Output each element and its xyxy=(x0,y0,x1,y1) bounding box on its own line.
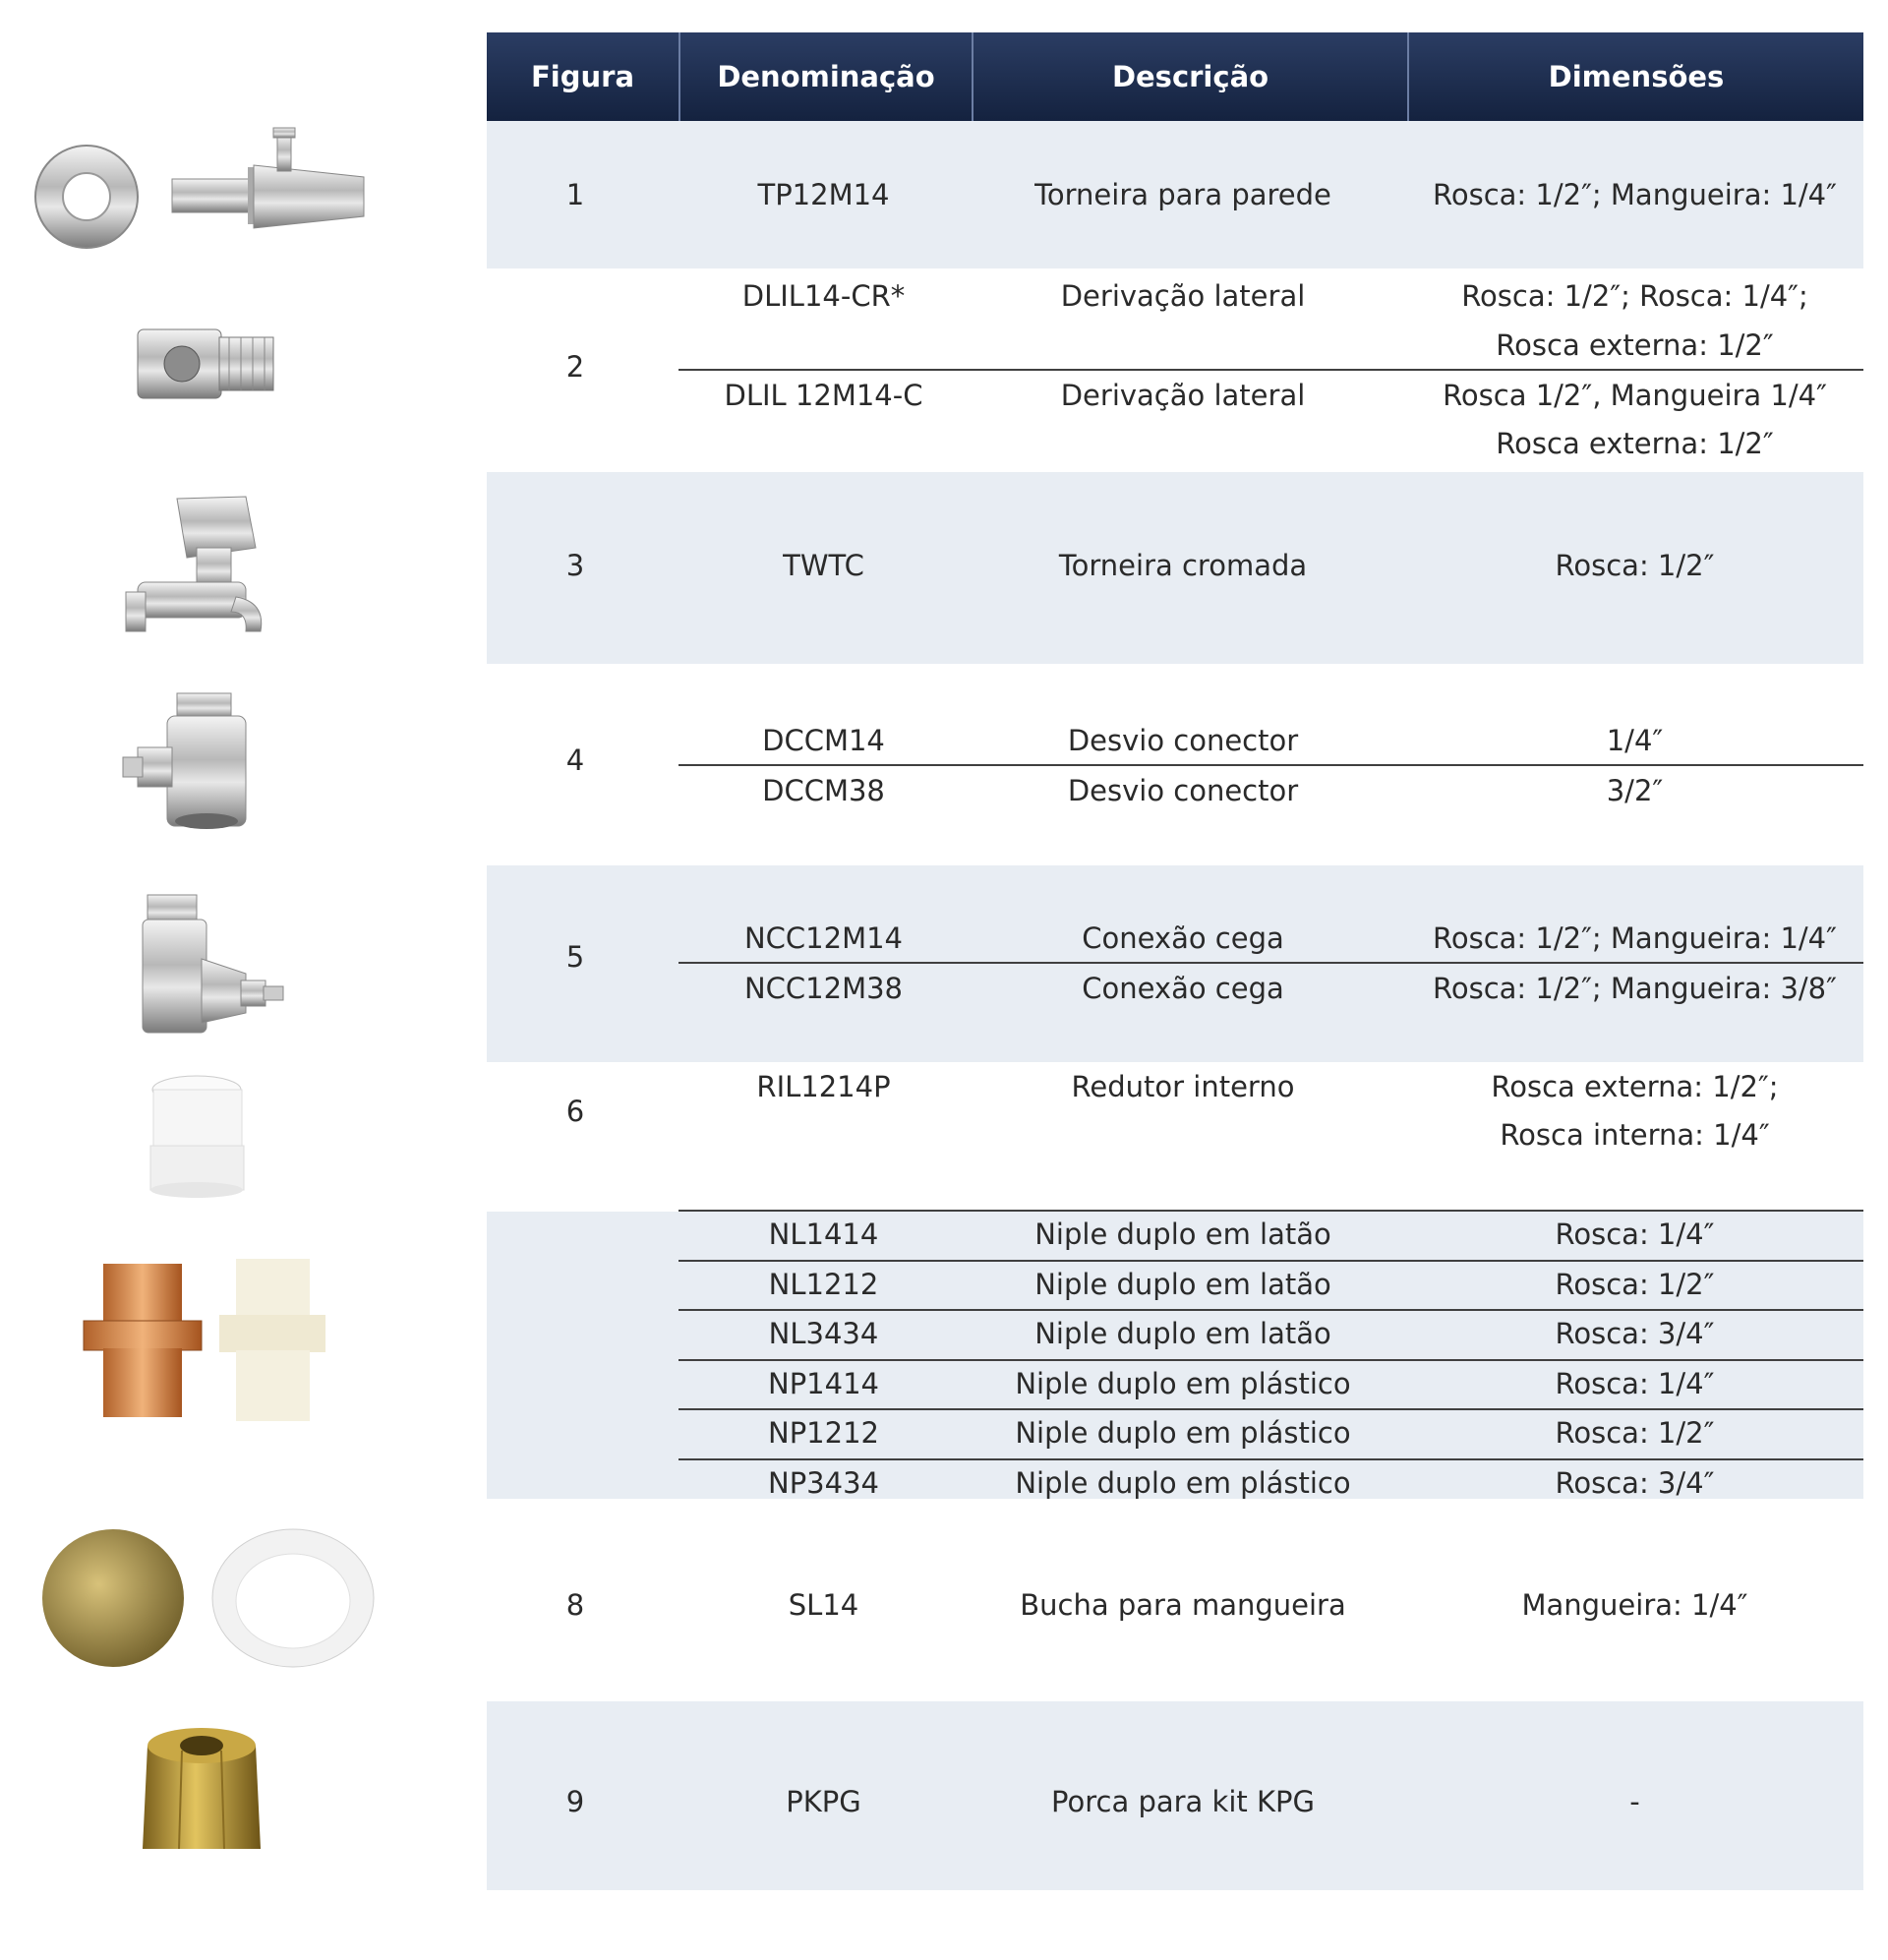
item-dimensions: Rosca: 1/2″ xyxy=(1555,549,1715,582)
lateral-derivation-image xyxy=(133,320,280,408)
nut-image xyxy=(138,1721,266,1869)
item-description: Redutor interno xyxy=(1071,1070,1295,1103)
item-dimensions: Rosca interna: 1/4″ xyxy=(1500,1118,1770,1152)
figure-number: 4 xyxy=(565,743,585,777)
item-dimensions: Rosca: 1/2″; Mangueira: 1/4″ xyxy=(1433,921,1837,955)
item-code: NP3434 xyxy=(768,1466,879,1500)
item-code: NL3434 xyxy=(768,1317,879,1350)
figure-number: 5 xyxy=(565,940,585,974)
item-code: PKPG xyxy=(786,1785,861,1818)
blind-connection-image xyxy=(138,890,295,1042)
item-description: Niple duplo em latão xyxy=(1034,1218,1331,1251)
table-header xyxy=(487,32,1863,121)
connector-diverter-image xyxy=(118,688,275,836)
product-table xyxy=(487,32,1863,121)
item-dimensions: Rosca 1/2″, Mangueira 1/4″ xyxy=(1443,379,1827,412)
figure-number: 6 xyxy=(565,1095,585,1128)
item-code: DCCM14 xyxy=(762,724,885,757)
item-dimensions: 1/4″ xyxy=(1606,724,1664,757)
figure-number: 8 xyxy=(565,1588,585,1622)
figure-number: 2 xyxy=(565,350,585,384)
item-description: Conexão cega xyxy=(1082,972,1284,1005)
item-dimensions: Rosca externa: 1/2″ xyxy=(1496,427,1774,460)
item-dimensions: Rosca: 1/4″ xyxy=(1555,1367,1715,1400)
item-dimensions: Rosca: 1/2″ xyxy=(1555,1416,1715,1450)
item-description: Torneira cromada xyxy=(1058,549,1308,582)
item-code: TP12M14 xyxy=(757,178,890,211)
wall-faucet-image xyxy=(30,118,374,256)
item-description: Bucha para mangueira xyxy=(1020,1588,1346,1622)
item-description: Niple duplo em plástico xyxy=(1015,1367,1351,1400)
item-description: Niple duplo em plástico xyxy=(1015,1416,1351,1450)
item-description: Desvio conector xyxy=(1067,774,1299,807)
item-description: Conexão cega xyxy=(1082,921,1284,955)
item-code: NCC12M14 xyxy=(743,921,903,955)
item-code: NL1212 xyxy=(768,1268,879,1301)
internal-reducer-image xyxy=(146,1072,249,1200)
item-dimensions: Rosca: 3/4″ xyxy=(1555,1317,1715,1350)
item-dimensions: - xyxy=(1629,1785,1640,1818)
item-dimensions: Rosca: 1/2″; Rosca: 1/4″; xyxy=(1461,279,1808,313)
header-descricao: Descrição xyxy=(972,32,1407,121)
hose-sleeve-image xyxy=(39,1524,379,1672)
header-denominacao: Denominação xyxy=(678,32,972,121)
item-code: NCC12M38 xyxy=(743,972,903,1005)
item-description: Niple duplo em latão xyxy=(1034,1268,1331,1301)
figure-number: 9 xyxy=(565,1785,585,1818)
item-code: DCCM38 xyxy=(762,774,885,807)
item-dimensions: Rosca: 3/4″ xyxy=(1555,1466,1715,1500)
item-dimensions: 3/2″ xyxy=(1606,774,1664,807)
item-code: NL1414 xyxy=(768,1218,879,1251)
item-dimensions: Rosca externa: 1/2″ xyxy=(1496,328,1774,362)
item-dimensions: Rosca: 1/2″; Mangueira: 1/4″ xyxy=(1433,178,1837,211)
item-code: DLIL 12M14-C xyxy=(724,379,923,412)
header-dimensoes: Dimensões xyxy=(1407,32,1863,121)
item-dimensions: Rosca: 1/2″; Mangueira: 3/8″ xyxy=(1433,972,1837,1005)
header-figura: Figura xyxy=(530,60,635,93)
item-description: Niple duplo em latão xyxy=(1034,1317,1331,1350)
item-description: Derivação lateral xyxy=(1060,379,1306,412)
figure-number: 1 xyxy=(565,178,585,211)
item-description: Porca para kit KPG xyxy=(1051,1785,1315,1818)
item-description: Torneira para parede xyxy=(1034,178,1331,211)
item-code: RIL1214P xyxy=(756,1070,891,1103)
item-description: Desvio conector xyxy=(1067,724,1299,757)
item-code: SL14 xyxy=(788,1588,859,1622)
item-dimensions: Rosca externa: 1/2″; xyxy=(1491,1070,1779,1103)
item-description: Niple duplo em plástico xyxy=(1015,1466,1351,1500)
item-code: NP1212 xyxy=(768,1416,879,1450)
item-dimensions: Rosca: 1/2″ xyxy=(1555,1268,1715,1301)
figure-number: 3 xyxy=(565,549,585,582)
item-code: NP1414 xyxy=(768,1367,879,1400)
chrome-faucet-image xyxy=(118,484,275,651)
item-code: TWTC xyxy=(783,549,864,582)
item-dimensions: Rosca: 1/4″ xyxy=(1555,1218,1715,1251)
item-description: Derivação lateral xyxy=(1060,279,1306,313)
item-code: DLIL14-CR* xyxy=(741,279,906,313)
double-nipple-image xyxy=(74,1254,334,1426)
item-dimensions: Mangueira: 1/4″ xyxy=(1521,1588,1748,1622)
